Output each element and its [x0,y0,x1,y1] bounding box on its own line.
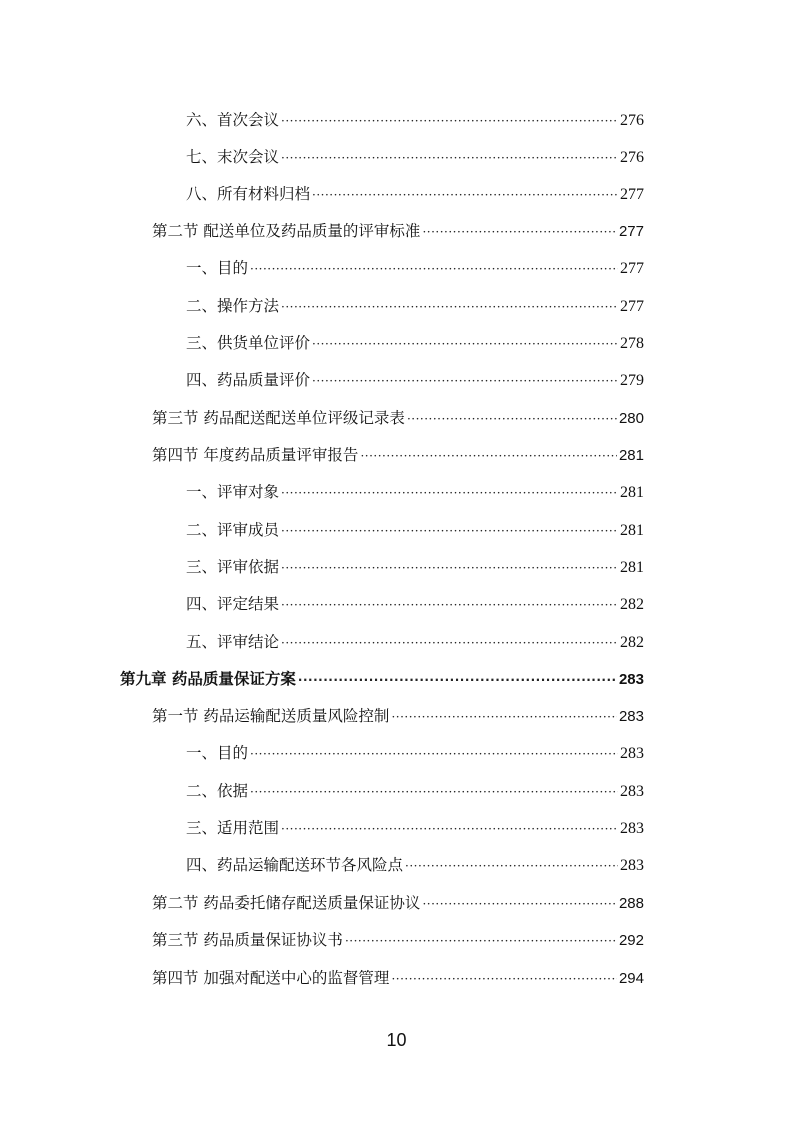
dot-leader [312,369,618,393]
dot-leader [312,183,618,207]
toc-entry-page: 294 [618,970,644,987]
toc-entry-page: 288 [618,895,644,912]
toc-entry-item[interactable] [186,145,644,169]
dot-leader [422,892,617,916]
toc-entry-section[interactable] [152,891,644,915]
toc-entry-title: 三、评审依据 [186,558,280,576]
toc-entry-title: 二、评审成员 [186,521,280,539]
toc-entry-item[interactable] [186,853,644,877]
toc-entry-page: 276 [620,112,644,129]
toc-entry-item[interactable] [186,779,644,803]
toc-entry-page: 281 [620,559,644,576]
toc-entry-item[interactable] [186,816,644,840]
toc-entry-page: 283 [618,671,644,688]
toc-entry-title: 第二节 药品委托储存配送质量保证协议 [152,894,421,912]
toc-entry-title: 一、评审对象 [186,483,280,501]
toc-entry-page: 278 [620,335,644,352]
toc-entry-page: 283 [618,708,644,725]
dot-leader [281,146,618,170]
toc-entry-title: 三、适用范围 [186,819,280,837]
toc-entry-item[interactable] [186,331,644,355]
toc-entry-title: 一、目的 [186,259,249,277]
toc-entry-page: 281 [620,522,644,539]
dot-leader [391,705,617,729]
toc-entry-page: 277 [620,298,644,315]
toc-entry-section[interactable] [152,443,644,467]
toc-entry-title: 三、供货单位评价 [186,334,311,352]
dot-leader [281,556,618,580]
toc-entry-title: 第四节 加强对配送中心的监督管理 [152,969,390,987]
toc-entry-page: 281 [618,447,644,464]
toc-entry-section[interactable] [152,219,644,243]
dot-leader [281,481,618,505]
toc-entry-page: 281 [620,484,644,501]
toc-entry-page: 277 [620,186,644,203]
toc-entry-page: 283 [620,745,644,762]
toc-entry-title: 第一节 药品运输配送质量风险控制 [152,707,390,725]
toc-entry-item[interactable] [186,108,644,132]
toc-entry-title: 一、目的 [186,744,249,762]
dot-leader [281,593,618,617]
dot-leader [298,668,617,692]
page-number: 10 [386,1030,407,1050]
dot-leader [281,295,618,319]
dot-leader [281,817,618,841]
dot-leader [281,631,618,655]
dot-leader [250,742,618,766]
toc-entry-section[interactable] [152,928,644,952]
dot-leader [422,220,617,244]
toc-entry-title: 六、首次会议 [186,111,280,129]
toc-entry-title: 四、评定结果 [186,595,280,613]
toc-entry-section[interactable] [152,406,644,430]
toc-entry-page: 283 [620,857,644,874]
toc-entry-page: 292 [618,932,644,949]
toc-entry-item[interactable] [186,480,644,504]
toc-entry-page: 283 [620,820,644,837]
dot-leader [345,929,617,953]
toc-entry-title: 二、操作方法 [186,297,280,315]
toc-entry-page: 277 [620,260,644,277]
dot-leader [281,109,618,133]
toc-entry-item[interactable] [186,555,644,579]
dot-leader [407,407,617,431]
toc-entry-page: 279 [620,372,644,389]
toc-entry-chapter[interactable] [120,667,644,691]
toc-entry-page: 276 [620,149,644,166]
dot-leader [312,332,618,356]
toc-entry-item[interactable] [186,368,644,392]
toc-entry-title: 第九章 药品质量保证方案 [120,670,296,688]
toc-entry-section[interactable] [152,966,644,990]
toc-entry-page: 283 [620,783,644,800]
toc-entry-page: 282 [620,596,644,613]
toc-entry-title: 八、所有材料归档 [186,185,311,203]
toc-entry-title: 第三节 药品质量保证协议书 [152,931,343,949]
dot-leader [405,854,618,878]
toc-entry-item[interactable] [186,256,644,280]
dot-leader [360,444,617,468]
toc-entry-page: 282 [620,634,644,651]
toc-entry-title: 第三节 药品配送配送单位评级记录表 [152,409,405,427]
toc-entry-title: 四、药品质量评价 [186,371,311,389]
toc-entry-title: 第四节 年度药品质量评审报告 [152,446,359,464]
toc-entry-item[interactable] [186,592,644,616]
toc-entry-title: 七、末次会议 [186,148,280,166]
toc-entry-page: 277 [618,223,644,240]
toc-entry-item[interactable] [186,518,644,542]
toc-entry-title: 五、评审结论 [186,633,280,651]
toc-entry-section[interactable] [152,704,644,728]
dot-leader [250,780,618,804]
toc-entry-title: 四、药品运输配送环节各风险点 [186,856,404,874]
dot-leader [281,519,618,543]
toc-entry-item[interactable] [186,182,644,206]
toc-entry-item[interactable] [186,630,644,654]
toc-entry-item[interactable] [186,294,644,318]
dot-leader [250,257,618,281]
dot-leader [391,967,617,991]
toc-entry-page: 280 [618,410,644,427]
toc-entry-title: 第二节 配送单位及药品质量的评审标准 [152,222,421,240]
toc-entry-title: 二、依据 [186,782,249,800]
toc-entry-item[interactable] [186,741,644,765]
